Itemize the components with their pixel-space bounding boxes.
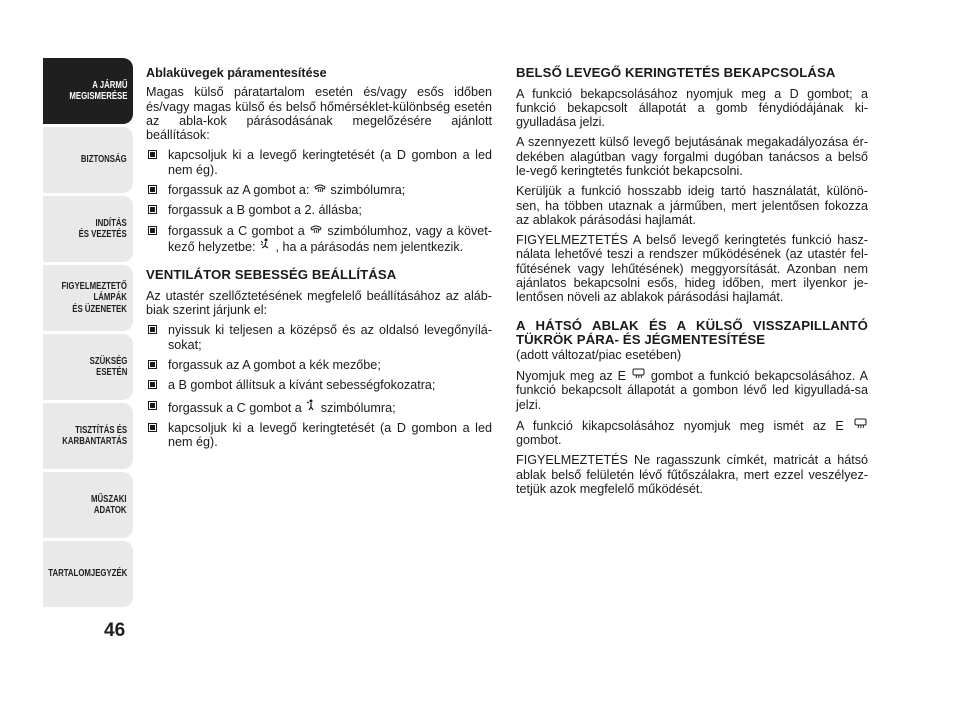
paragraph: A szennyezett külső levegő bejutásának megakadályozása ér-dekében alagútban vagy forgalmi dugóban tanácsos a belső le-vegő keringtetés funkciót bekapcsolni.: [516, 135, 868, 178]
tab-technical-data[interactable]: [43, 472, 133, 538]
list-item: nyissuk ki teljesen a középső és az oldalsó levegőnyílá-sokat;: [146, 323, 492, 352]
warning-paragraph: FIGYELMEZTETÉS Ne ragasszunk címkét, matricát a hátsó ablak belső felületén lévő fűtőszálakra, mert ezzel veszélyez-tetjük azok megfelelő működését.: [516, 453, 868, 497]
fan-speed-heading: VENTILÁTOR SEBESSÉG BEÁLLÍTÁSA: [146, 267, 397, 283]
recirculation-heading: BELSŐ LEVEGŐ KERINGTETÉS BEKAPCSOLÁSA: [516, 65, 836, 80]
tab-index[interactable]: [43, 541, 133, 607]
defog-list: [146, 148, 492, 254]
tab-label: MŰSZAKI ADATOK: [91, 493, 127, 516]
warning-paragraph: FIGYELMEZTETÉS A belső levegő keringtetés funkció hasz-nálata lehetővé teszi a rendszer működésének (az utastér fel-fűtésének vagy lehűtésének) meggyorsítását. Azonban nem ajánlatos bekapcsolni esős, hideg időben, mert ilyenkor je-lentősen növeli az ablakok párásodási hajlamát.: [516, 233, 868, 305]
tab-emergency[interactable]: [43, 334, 133, 400]
tab-starting-driving[interactable]: [43, 196, 133, 262]
list-item: forgassuk a C gombot a szimbólumra;: [146, 399, 492, 415]
tab-label: TARTALOMJEGYZÉK: [47, 568, 127, 580]
list-item: kapcsoljuk ki a levegő keringtetését (a D gombon a led nem ég).: [146, 148, 492, 177]
list-item: a B gombot állítsuk a kívánt sebességfokozatra;: [146, 378, 492, 392]
fan-intro: Az utastér szellőztetésének megfelelő beállításához az aláb-biak szerint járjunk el:: [146, 288, 492, 318]
tab-warning-lights[interactable]: [43, 265, 133, 331]
tab-label: TISZTÍTÁS ÉS KARBANTARTÁS: [62, 424, 127, 447]
tab-vehicle-knowledge[interactable]: [43, 58, 133, 124]
windshield-defrost-icon: [314, 183, 326, 195]
page-number: 46: [104, 620, 126, 641]
paragraph: A funkció kikapcsolásához nyomjuk meg ismét az E gombot.: [516, 418, 868, 448]
rear-window-defrost-icon: [632, 368, 645, 381]
paragraph: A funkció bekapcsolásához nyomjuk meg a D gombot; a funkció bekapcsolt állapotát a gomb fénydiódájának ki-gyulladása jelzi.: [516, 86, 868, 130]
tab-label: SZÜKSÉG ESETÉN: [89, 355, 127, 378]
windshield-defrost-icon: [310, 224, 322, 236]
paragraph: Nyomjuk meg az E gombot a funkció bekapcsolásához. A funkció bekapcsolt állapotát a gombon lévő led kigyulladá-sa jelzi.: [516, 368, 869, 412]
rear-window-defrost-icon: [854, 418, 867, 431]
list-item: forgassuk az A gombot a: szimbólumra;: [146, 183, 492, 197]
tab-label: INDÍTÁS ÉS VEZETÉS: [78, 217, 127, 240]
feet-windshield-icon: [260, 238, 271, 252]
face-vent-icon: [306, 399, 316, 413]
list-item: forgassuk az A gombot a kék mezőbe;: [146, 358, 492, 372]
right-column: [516, 66, 868, 502]
rear-defrost-heading: A HÁTSÓ ABLAK ÉS A KÜLSŐ VISSZAPILLANTÓ TÜKRÖK PÁRA- ÉS JÉGMENTESÍTÉSE: [516, 317, 868, 348]
defog-intro: Magas külső páratartalom esetén és/vagy esős időben és/vagy magas külső és belső hőmérséklet-különbség esetén az abla-kok párásodásának megelőzésére ajánlott beállítások:: [146, 85, 492, 143]
tab-label: BIZTONSÁG: [81, 154, 127, 166]
list-item: forgassuk a C gombot a szimbólumhoz, vagy a követ-kező helyzetbe: , ha a párásodás nem jelentkezik.: [146, 224, 492, 255]
paragraph: Kerüljük a funkció hosszabb ideig tartó használatát, különö-sen, ha többen utaznak a járműben, mert jelentősen fokozza az ablakok párásodási hajlamát.: [516, 184, 868, 227]
tab-label: FIGYELMEZTETŐ LÁMPÁK ÉS ÜZENETEK: [61, 280, 127, 315]
availability-note: (adott változat/piac esetében): [516, 347, 682, 362]
tab-label: A JÁRMŰ MEGISMERÉSE: [68, 79, 127, 102]
defog-heading: Ablaküvegek páramentesítése: [146, 66, 327, 80]
left-column: [146, 66, 492, 455]
tab-maintenance[interactable]: [43, 403, 133, 469]
list-item: forgassuk a B gombot a 2. állásba;: [146, 203, 492, 217]
tab-safety[interactable]: [43, 127, 133, 193]
fan-list: [146, 323, 492, 449]
list-item: kapcsoljuk ki a levegő keringtetését (a D gombon a led nem ég).: [146, 421, 492, 450]
